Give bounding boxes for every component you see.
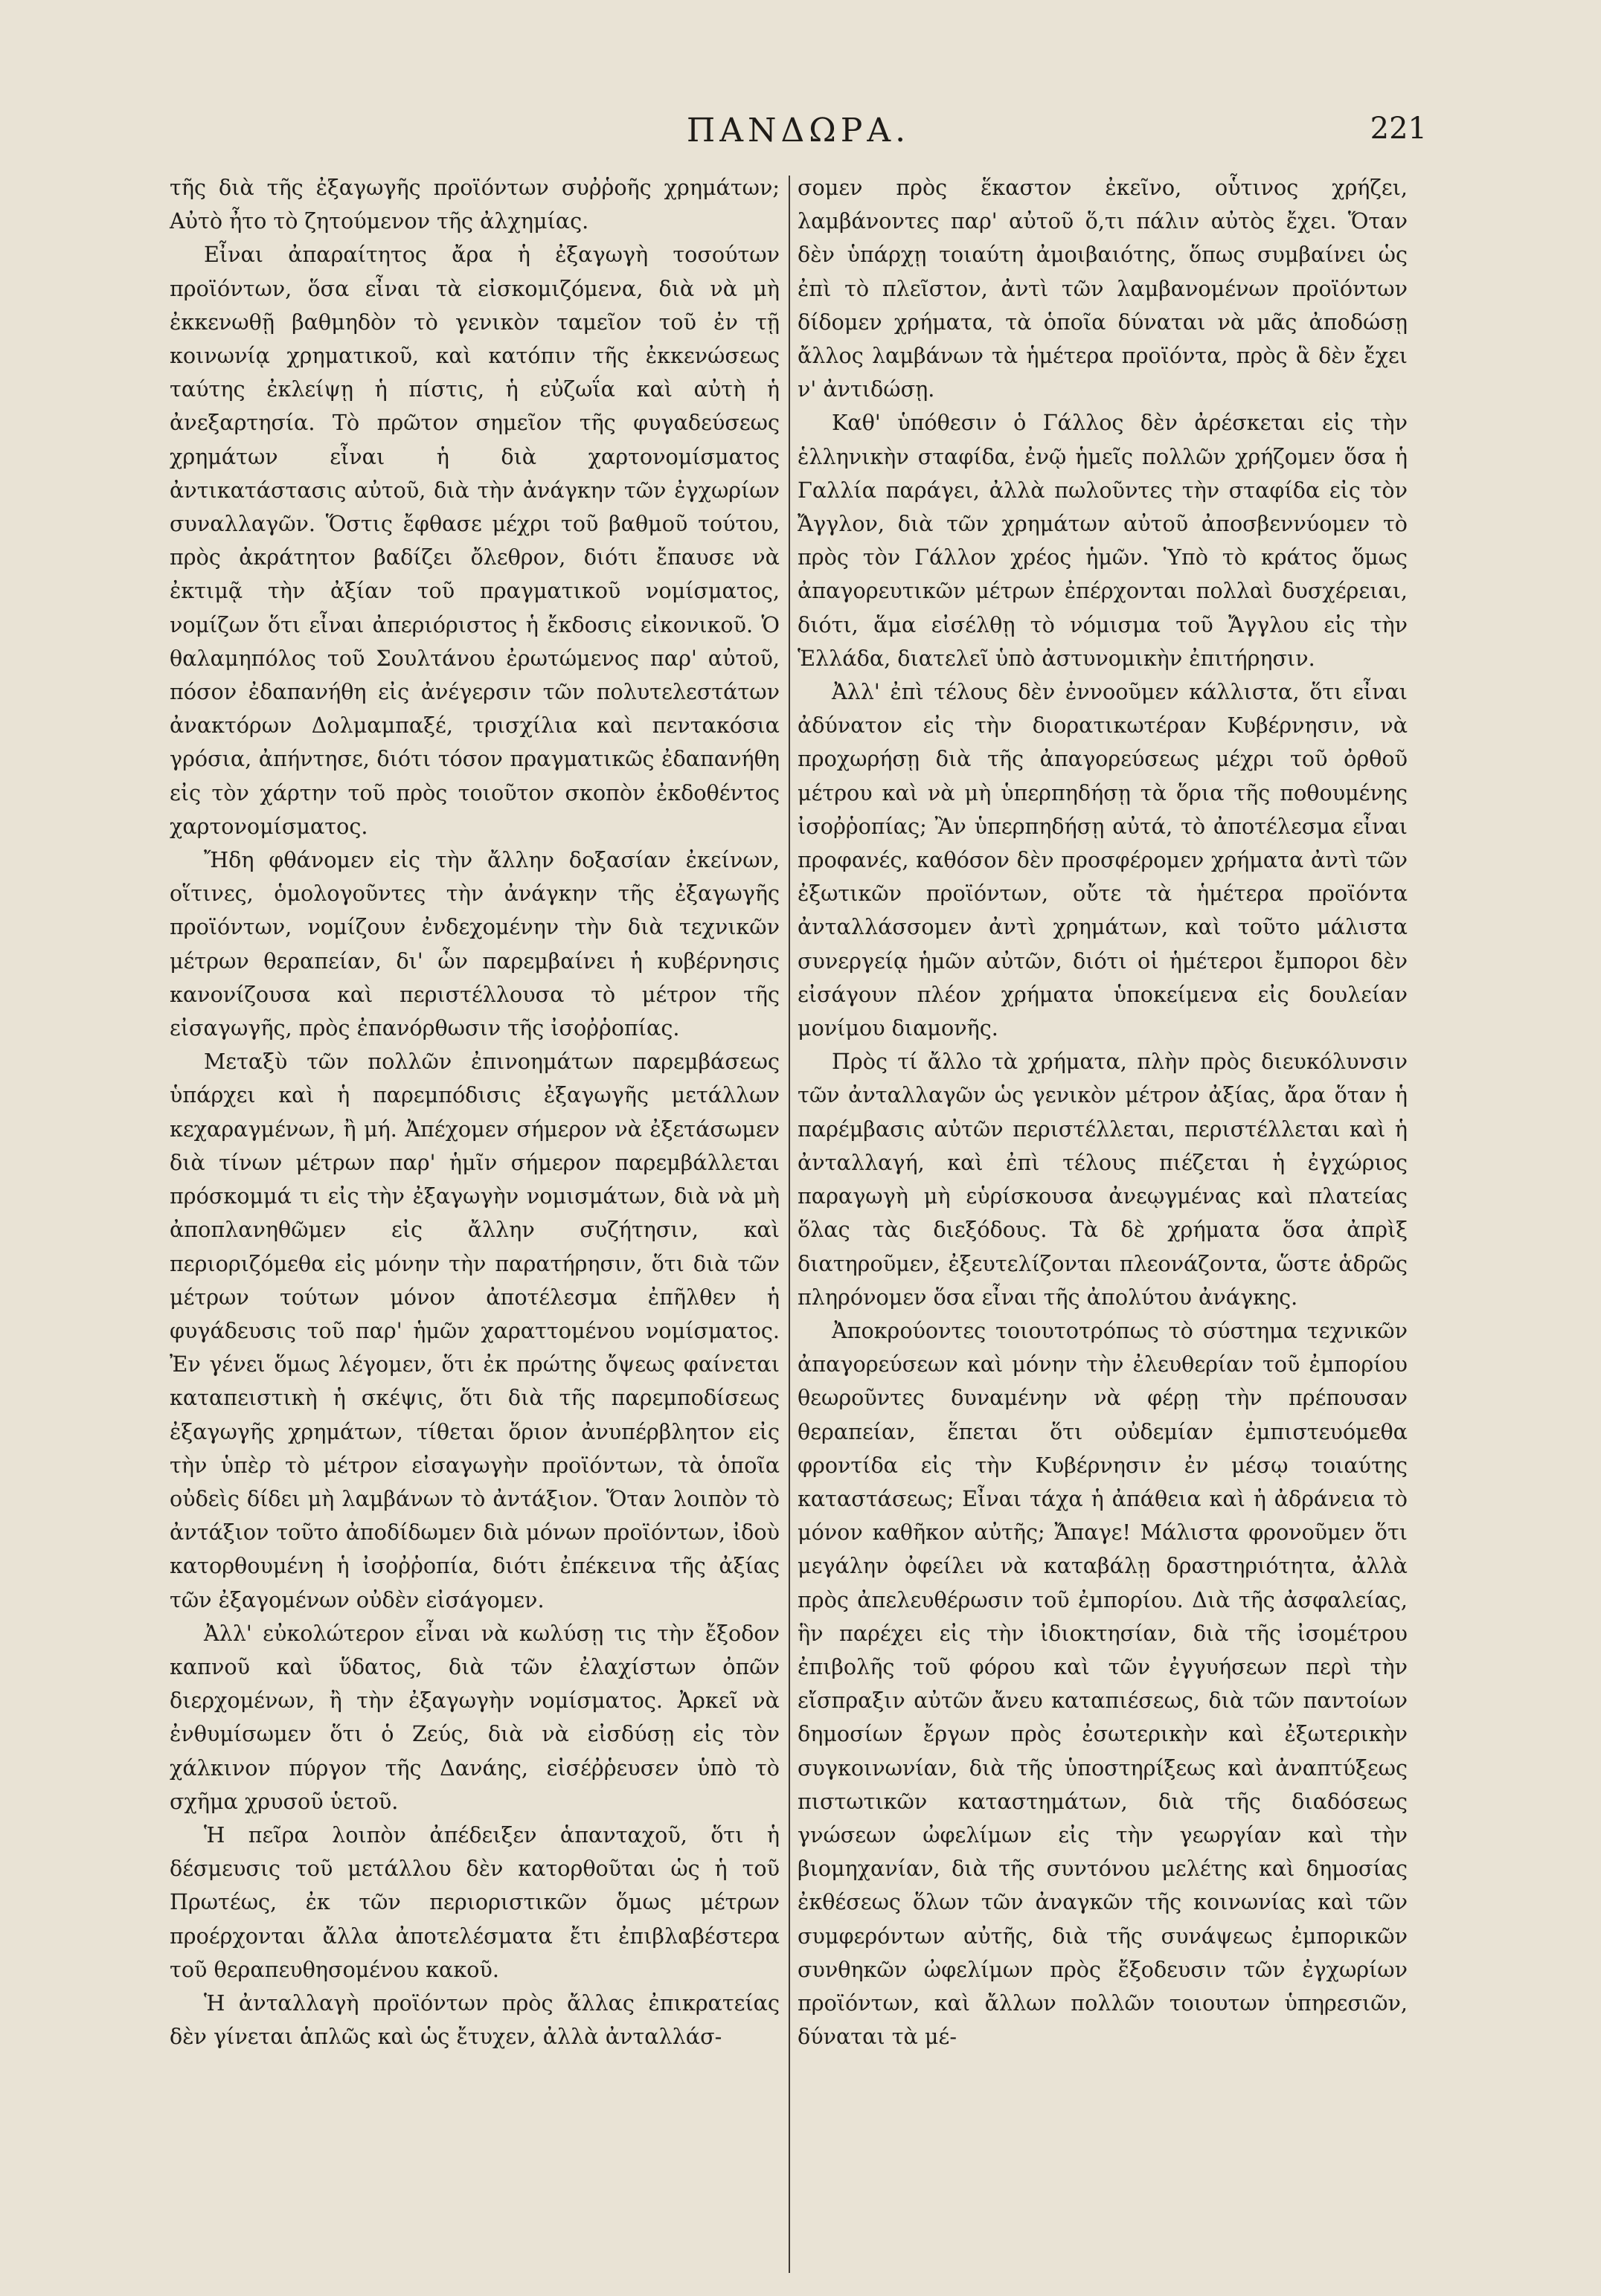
paragraph: Ἡ πεῖρα λοιπὸν ἀπέδειξεν ἁπανταχοῦ, ὅτι ἡ δέσμευσις τοῦ μετάλλου δὲν κατορθοῦται ὡς ἡ τοῦ Πρωτέως, ἐκ τῶν περιοριστικῶν ὅμως μέτρων προέρχονται ἄλλα ἀποτελέσματα ἔτι ἐπιβλαβέστερα τοῦ θεραπευθησομένου κακοῦ. (170, 1821, 780, 1982)
paragraph: Εἶναι ἀπαραίτητος ἄρα ἡ ἐξαγωγὴ τοσούτων προϊόντων, ὅσα εἶναι τὰ εἰσκομιζόμενα, διὰ νὰ μὴ ἐκκενωθῇ βαθμηδὸν τὸ γενικὸν ταμεῖον τοῦ ἐν τῇ κοινωνίᾳ χρηματικοῦ, καὶ κατόπιν τῆς ἐκκενώσεως ταύτης ἐκλείψῃ ἡ πίστις, ἡ εὐζωΐα καὶ αὐτὴ ἡ ἀνεξαρτησία. Τὸ πρῶτον σημεῖον τῆς φυγαδεύσεως χρημάτων εἶναι ἡ διὰ χαρτονομίσματος ἀντικατάστασις αὐτοῦ, διὰ τὴν ἀνάγκην τῶν ἐγχωρίων συναλλαγῶν. Ὅστις ἔφθασε μέχρι τοῦ βαθμοῦ τούτου, πρὸς ἀκράτητον βαδίζει ὄλεθρον, διότι ἔπαυσε νὰ ἐκτιμᾷ τὴν ἀξίαν τοῦ πραγματικοῦ νομίσματος, νομίζων ὅτι εἶναι ἀπεριόριστος ἡ ἔκδοσις εἰκονικοῦ. Ὁ θαλαμηπόλος τοῦ Σουλτάνου ἐρωτώμενος παρ' αὐτοῦ, πόσον ἐδαπανήθη εἰς ἀνέγερσιν τῶν πολυτελεστάτων ἀνακτόρων Δολμαμπαξέ, τρισχίλια καὶ πεντακόσια γρόσια, ἀπήντησε, διότι τόσον πραγματικῶς ἐδαπανήθη εἰς τὸν χάρτην τοῦ πρὸς τοιοῦτον σκοπὸν ἐκδοθέντος χαρτονομίσματος. (170, 242, 780, 839)
column-divider (789, 176, 790, 2273)
left-column (170, 171, 780, 2054)
paragraph: σομεν πρὸς ἕκαστον ἐκεῖνο, οὗτινος χρήζει, λαμβάνοντες παρ' αὐτοῦ ὅ,τι πάλιν αὐτὸς ἔχει. Ὅταν δὲν ὑπάρχῃ τοιαύτη ἀμοιβαιότης, ὅπως συμβαίνει ὡς ἐπὶ τὸ πλεῖστον, ἀντὶ τῶν λαμβανομένων προϊόντων δίδομεν χρήματα, τὰ ὁποῖα δύναται νὰ μᾶς ἀποδώσῃ ἄλλος λαμβάνων τὰ ἡμέτερα προϊόντα, πρὸς ἃ δὲν ἔχει ν' ἀντιδώσῃ. (798, 175, 1408, 402)
right-column (798, 171, 1408, 2054)
page-number: 221 (1370, 112, 1427, 146)
paragraph: Καθ' ὑπόθεσιν ὁ Γάλλος δὲν ἀρέσκεται εἰς τὴν ἑλληνικὴν σταφίδα, ἐνῷ ἡμεῖς πολλῶν χρήζομεν ὅσα ἡ Γαλλία παράγει, ἀλλὰ πωλοῦντες τὴν σταφίδα εἰς τὸν Ἄγγλον, διὰ τῶν χρημάτων αὐτοῦ ἀποσβεννύομεν τὸ πρὸς τὸν Γάλλον χρέος ἡμῶν. Ὑπὸ τὸ κράτος ὅμως ἀπαγορευτικῶν μέτρων ἐπέρχονται πολλαὶ δυσχέρειαι, διότι, ἅμα εἰσέλθῃ τὸ νόμισμα τοῦ Ἄγγλου εἰς τὴν Ἑλλάδα, διατελεῖ ὑπὸ ἀστυνομικὴν ἐπιτήρησιν. (798, 410, 1408, 671)
paragraph: Μεταξὺ τῶν πολλῶν ἐπινοημάτων παρεμβάσεως ὑπάρχει καὶ ἡ παρεμπόδισις ἐξαγωγῆς μετάλλων κεχαραγμένων, ἢ μή. Ἀπέχομεν σήμερον νὰ ἐξετάσωμεν διὰ τίνων μέτρων παρ' ἡμῖν σήμερον παρεμβάλλεται πρόσκομμά τι εἰς τὴν ἐξαγωγὴν νομισμάτων, διὰ νὰ μὴ ἀποπλανηθῶμεν εἰς ἄλλην συζήτησιν, καὶ περιοριζόμεθα εἰς μόνην τὴν παρατήρησιν, ὅτι διὰ τῶν μέτρων τούτων μόνον ἀποτέλεσμα ἐπῆλθεν ἡ φυγάδευσις τοῦ παρ' ἡμῶν χαραττομένου νομίσματος. Ἐν γένει ὅμως λέγομεν, ὅτι ἐκ πρώτης ὄψεως φαίνεται καταπειστικὴ ἡ σκέψις, ὅτι διὰ τῆς παρεμποδίσεως ἐξαγωγῆς χρημάτων, τίθεται ὅριον ἀνυπέρβλητον εἰς τὴν ὑπὲρ τὸ μέτρον εἰσαγωγὴν προϊόντων, τὰ ὁποῖα οὐδεὶς δίδει μὴ λαμβάνων τὸ ἀντάξιον. Ὅταν λοιπὸν τὸ ἀντάξιον τοῦτο ἀποδίδωμεν διὰ μόνων προϊόντων, ἰδοὺ κατορθουμένη ἡ ἰσοῤῥοπία, διότι ἐπέκεινα τῆς ἀξίας τῶν ἐξαγομένων οὐδὲν εἰσάγομεν. (170, 1049, 780, 1612)
paragraph: Ἀλλ' εὐκολώτερον εἶναι νὰ κωλύσῃ τις τὴν ἔξοδον καπνοῦ καὶ ὕδατος, διὰ τῶν ἐλαχίστων ὀπῶν διερχομένων, ἢ τὴν ἐξαγωγὴν νομίσματος. Ἀρκεῖ νὰ ἐνθυμίσωμεν ὅτι ὁ Ζεύς, διὰ νὰ εἰσδύσῃ εἰς τὸν χάλκινον πύργον τῆς Δανάης, εἰσέῤῥευσεν ὑπὸ τὸ σχῆμα χρυσοῦ ὑετοῦ. (170, 1620, 780, 1814)
paragraph: Ἤδη φθάνομεν εἰς τὴν ἄλλην δοξασίαν ἐκείνων, οἵτινες, ὁμολογοῦντες τὴν ἀνάγκην τῆς ἐξαγωγῆς προϊόντων, νομίζουν ἐνδεχομένην τὴν διὰ τεχνικῶν μέτρων θεραπείαν, δι' ὧν παρεμβαίνει ἡ κυβέρνησις κανονίζουσα καὶ περιστέλλουσα τὸ μέτρον τῆς εἰσαγωγῆς, πρὸς ἐπανόρθωσιν τῆς ἰσοῤῥοπίας. (170, 847, 780, 1041)
running-header (170, 112, 1427, 164)
paragraph: Ἡ ἀνταλλαγὴ προϊόντων πρὸς ἄλλας ἐπικρατείας δὲν γίνεται ἁπλῶς καὶ ὡς ἔτυχεν, ἀλλὰ ἀνταλλάσ- (170, 1990, 780, 2050)
paragraph: τῆς διὰ τῆς ἐξαγωγῆς προϊόντων συῤῥοῆς χρημάτων; Αὐτὸ ἦτο τὸ ζητούμενον τῆς ἀλχημίας. (170, 175, 780, 234)
paragraph: Ἀποκρούοντες τοιουτοτρόπως τὸ σύστημα τεχνικῶν ἀπαγορεύσεων καὶ μόνην τὴν ἐλευθερίαν τοῦ ἐμπορίου θεωροῦντες δυναμένην νὰ φέρῃ τὴν πρέπουσαν θεραπείαν, ἕπεται ὅτι οὐδεμίαν ἐμπιστευόμεθα φροντίδα εἰς τὴν Κυβέρνησιν ἐν μέσῳ τοιαύτης καταστάσεως; Εἶναι τάχα ἡ ἀπάθεια καὶ ἡ ἀδράνεια τὸ μόνον καθῆκον αὐτῆς; Ἄπαγε! Μάλιστα φρονοῦμεν ὅτι μεγάλην ὀφείλει νὰ καταβάλῃ δραστηριότητα, ἀλλὰ πρὸς ἀπελευθέρωσιν τοῦ ἐμπορίου. Διὰ τῆς ἀσφαλείας, ἣν παρέχει εἰς τὴν ἰδιοκτησίαν, διὰ τῆς ἰσομέτρου ἐπιβολῆς τοῦ φόρου καὶ τῶν ἐγγυήσεων περὶ τὴν εἴσπραξιν αὐτῶν ἄνευ καταπιέσεως, διὰ τῶν παντοίων δημοσίων ἔργων πρὸς ἐσωτερικὴν καὶ ἐξωτερικὴν συγκοινωνίαν, διὰ τῆς ὑποστηρίξεως καὶ ἀναπτύξεως πιστωτικῶν καταστημάτων, διὰ τῆς διαδόσεως γνώσεων ὠφελίμων εἰς τὴν γεωργίαν καὶ τὴν βιομηχανίαν, διὰ τῆς συντόνου μελέτης καὶ δημοσίας ἐκθέσεως ὅλων τῶν ἀναγκῶν τῆς κοινωνίας καὶ τῶν συμφερόντων αὐτῆς, διὰ τῆς συνάψεως ἐμπορικῶν συνθηκῶν ὠφελίμων πρὸς ἔξοδευσιν τῶν ἐγχωρίων προϊόντων, καὶ ἄλλων πολλῶν τοιουτων ὑπηρεσιῶν, δύναται τὰ μέ- (798, 1317, 1408, 2050)
journal-title: ΠΑΝΔΩΡΑ. (686, 112, 911, 149)
paragraph: Ἀλλ' ἐπὶ τέλους δὲν ἐννοοῦμεν κάλλιστα, ὅτι εἶναι ἀδύνατον εἰς τὴν διορατικωτέραν Κυβέρνησιν, νὰ προχωρήσῃ διὰ τῆς ἀπαγορεύσεως μέχρι τοῦ ὀρθοῦ μέτρου καὶ νὰ μὴ ὑπερπηδήσῃ τὰ ὅρια τῆς ποθουμένης ἰσοῤῥοπίας; Ἂν ὑπερπηδήσῃ αὐτά, τὸ ἀποτέλεσμα εἶναι προφανές, καθόσον δὲν προσφέρομεν χρήματα ἀντὶ τῶν ἐξωτικῶν προϊόντων, οὔτε τὰ ἡμέτερα προϊόντα ἀνταλλάσσομεν ἀντὶ χρημάτων, καὶ τοῦτο μάλιστα συνεργείᾳ ἡμῶν αὐτῶν, διότι οἱ ἡμέτεροι ἔμποροι δὲν εἰσάγουν πλέον χρήματα ὑποκείμενα εἰς δουλείαν μονίμου διαμονῆς. (798, 679, 1408, 1041)
paragraph: Πρὸς τί ἄλλο τὰ χρήματα, πλὴν πρὸς διευκόλυνσιν τῶν ἀνταλλαγῶν ὡς γενικὸν μέτρον ἀξίας, ἄρα ὅταν ἡ παρέμβασις αὐτῶν περιστέλλεται, περιστέλλεται καὶ ἡ ἀνταλλαγή, καὶ ἐπὶ τέλους πιέζεται ἡ ἐγχώριος παραγωγὴ μὴ εὑρίσκουσα ἀνεῳγμένας καὶ πλατείας ὅλας τὰς διεξόδους. Τὰ δὲ χρήματα ὅσα ἀπρὶξ διατηροῦμεν, ἐξευτελίζονται πλεονάζοντα, ὥστε ἁδρῶς πληρόνομεν ὅσα εἶναι τῆς ἀπολύτου ἀνάγκης. (798, 1049, 1408, 1310)
